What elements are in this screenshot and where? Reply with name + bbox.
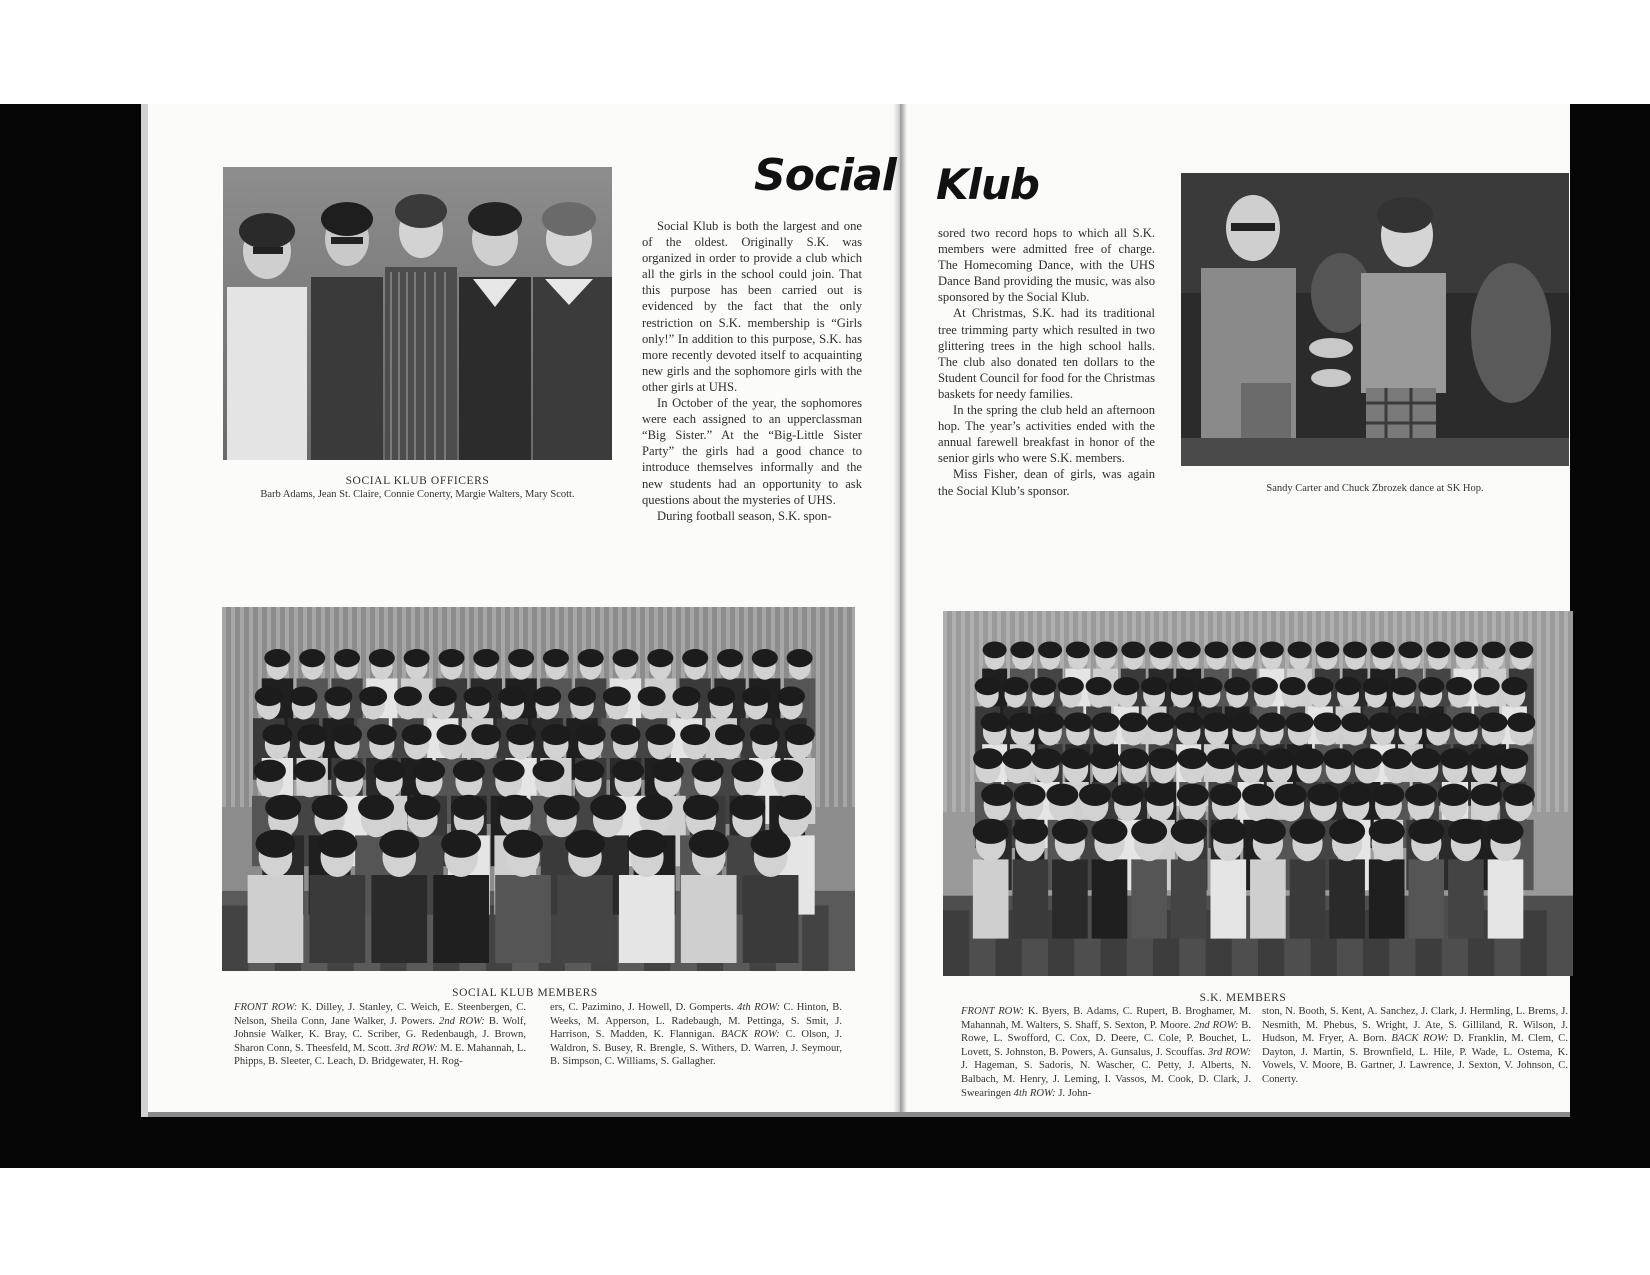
row-label: BACK ROW: [1391, 1033, 1449, 1045]
row-label: 2nd ROW: [1193, 1019, 1239, 1031]
left-members-names-col-a [234, 1001, 526, 1069]
title-klub: Klub [936, 160, 1039, 209]
dance-photo-icon [1181, 173, 1569, 466]
scan-border-bottom [0, 1117, 1650, 1168]
names-text: K. Byers, B. Adams, C. Rupert, B. Broghamer, M. Mahannah, M. Walters, S. Shaff, S. Sexton, P. Moore. [961, 1006, 1251, 1031]
title-social: Social [754, 150, 896, 201]
book-gutter [893, 104, 907, 1117]
article-paragraph: sored two record hops to which all S.K. members were admitted free of charge. The Homecoming Dance, with the UHS Dance Band providing the music, was also sponsored by the Social Klub. [938, 226, 1155, 305]
article-paragraph: In October of the year, the sophomores were each assigned to an upperclassman “Big Sister.” At the “Big-Little Sister Party” the girls had a good chance to introduce themselves informally and the new students had an opportunity to ask questions about the mysteries of UHS. [642, 396, 862, 507]
row-label: 2nd ROW: [439, 1015, 485, 1027]
names-text: B. Rowe, L. Swofford, C. Cox, D. Deere, C. Cole, P. Bouchet, L. Lovett, S. Johnston, B. Powers, A. Gunsalus, J. Scouffas. [961, 1019, 1251, 1058]
officers-caption-names: Barb Adams, Jean St. Claire, Connie Conerty, Margie Walters, Mary Scott. [260, 489, 575, 500]
right-members-photo [943, 611, 1573, 976]
left-members-caption-title: SOCIAL KLUB MEMBERS [452, 987, 598, 999]
group-photo-icon [943, 611, 1573, 976]
names-text: K. Dilley, J. Stanley, C. Weich, E. Steenbergen, C. Nelson, Sheila Conn, Jane Walker, J. Powers. [234, 1002, 526, 1027]
article-paragraph: During football season, S.K. spon- [657, 508, 832, 523]
names-text: J. John- [1058, 1087, 1092, 1099]
row-label: 4th ROW: [1013, 1087, 1056, 1099]
names-text: ston, N. Booth, S. Kent, A. Sanchez, J. Clark, J. Hermling, L. Brems, J. Nesmith, M. Phebus, S. Wright, J. Ate, S. Gilliland, R. Wilson, J. Hudson, M. Fryer, A. Born. [1262, 1006, 1568, 1045]
article-column-left [642, 218, 862, 524]
row-label: 4th ROW: [737, 1002, 780, 1013]
row-label: BACK ROW: [720, 1029, 780, 1041]
row-label: FRONT ROW: [961, 1006, 1024, 1017]
right-members-names-col-b [1262, 1005, 1568, 1087]
names-text: C. Olson, J. Waldron, S. Busey, R. Brengle, S. Withers, D. Warren, J. Seymour, B. Simpson, C. Williams, S. Gallagher. [550, 1029, 843, 1068]
names-text: M. E. Mahannah, L. Phipps, B. Sleeter, C. Leach, D. Bridgewater, H. Rog- [234, 1042, 526, 1068]
names-text: ers, C. Pazimino, J. Howell, D. Gomperts. [550, 1002, 734, 1013]
left-members-names-col-b [550, 1001, 842, 1069]
names-text: C. Hinton, B. Weeks, M. Apperson, L. Radebaugh, M. Pettinga, S. Smit, J. Harrison, S. Madden, K. Flannigan. [550, 1002, 842, 1041]
dance-photo-caption: Sandy Carter and Chuck Zbrozek dance at SK Hop. [1266, 483, 1484, 494]
names-text: B. Wolf, Johnsie Walker, K. Bray, C. Scriber, G. Redenbaugh, J. Brown, Sharon Conn, S. Theesfeld, M. Scott. [234, 1015, 526, 1054]
article-paragraph: Miss Fisher, dean of girls, was again the Social Klub’s sponsor. [938, 467, 1155, 498]
left-members-photo [222, 607, 855, 971]
right-members-caption-title: S.K. MEMBERS [1199, 992, 1287, 1004]
names-text: J. Hageman, S. Sadoris, N. Wascher, C. Petty, J. Alberts, N. Balbach, M. Henry, J. Leming, I. Vassos, M. Cook, D. Clark, J. Swearingen [961, 1060, 1251, 1099]
article-column-right [938, 225, 1155, 499]
scan-border-left [0, 104, 141, 1168]
group-photo-icon [223, 167, 612, 460]
dance-photo [1181, 173, 1569, 466]
row-label: 3rd ROW: [1207, 1046, 1251, 1058]
right-members-names-col-a [961, 1005, 1251, 1100]
page-bottom-shadow [148, 1112, 1570, 1117]
row-label: FRONT ROW: [234, 1002, 298, 1013]
row-label: 3rd ROW: [394, 1042, 438, 1054]
group-photo-icon [222, 607, 855, 971]
scan-border-right [1570, 104, 1650, 1168]
officers-caption-title: SOCIAL KLUB OFFICERS [345, 475, 490, 487]
officers-photo [223, 167, 612, 460]
article-paragraph: Social Klub is both the largest and one of the oldest. Originally S.K. was organized in order to provide a club which all the girls in the school could join. That this purpose has been carried out is evidenced by the fact that the only restriction on S.K. membership is “Girls only!” In addition to this purpose, S.K. has more recently devoted itself to acquainting new girls and the sophomore girls with the other girls at UHS. [642, 219, 862, 394]
article-paragraph: In the spring the club held an afternoon hop. The year’s activities ended with the annual farewell breakfast in honor of the senior girls who were S.K. members. [938, 403, 1155, 466]
names-text: D. Franklin, M. Clem, C. Dayton, J. Martin, S. Brownfield, L. Hile, P. Wade, L. Ostema, K. Vowels, V. Moore, B. Gartner, J. Lawrence, J. Sexton, V. Johnson, C. Conerty. [1262, 1033, 1568, 1085]
page-stack-edge [141, 104, 148, 1117]
article-paragraph: At Christmas, S.K. had its traditional tree trimming party which resulted in two glittering trees in the high school halls. The club also donated ten dollars to the Student Council for food for the Christmas baskets for needy families. [938, 306, 1155, 401]
